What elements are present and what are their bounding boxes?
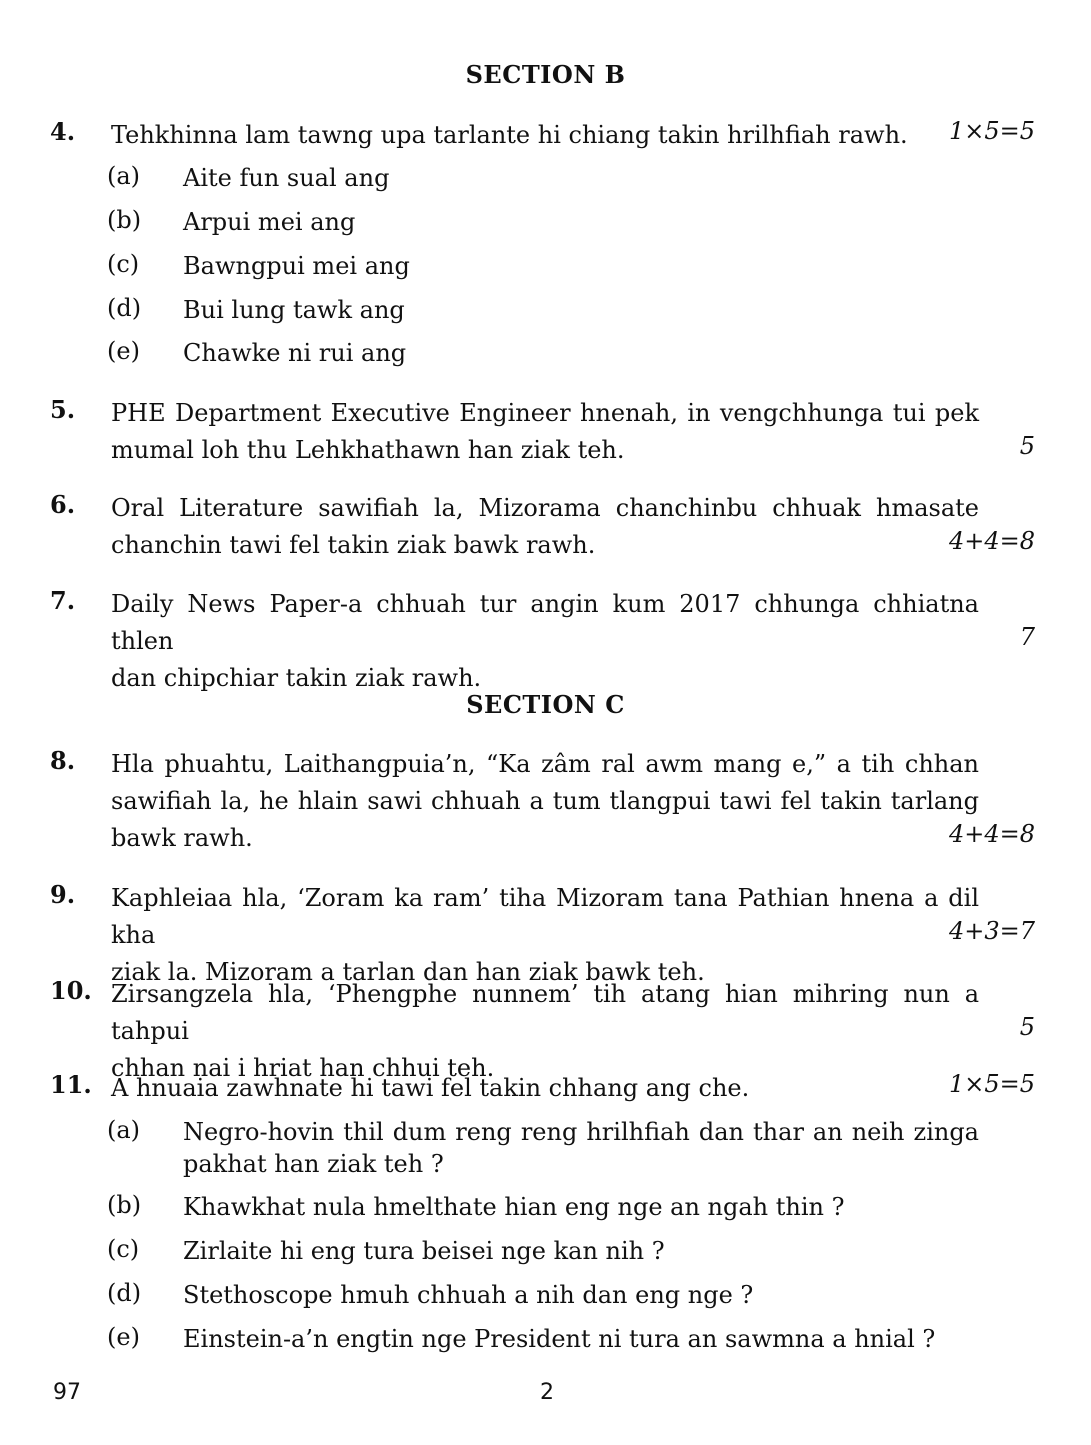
question-text: [111, 395, 979, 469]
section-b-title: SECTION B: [465, 60, 626, 89]
option-text: Stethoscope hmuh chhuah a nih dan eng nge ?: [183, 1281, 754, 1309]
question-text: Tehkhinna lam tawng upa tarlante hi chiang takin hrilhfiah rawh.: [111, 121, 908, 149]
option-text: Khawkhat nula hmelthate hian eng nge an ngah thin ?: [183, 1193, 845, 1221]
section-c-title: SECTION C: [466, 690, 625, 719]
question-line: chhan nai i hriat han chhui teh.: [111, 1054, 495, 1082]
option-text: Einstein-a’n engtin nge President ni tura an sawmna a hnial ?: [183, 1325, 936, 1353]
marks: 7: [1019, 623, 1035, 651]
page-number: 2: [540, 1380, 554, 1405]
question-line: ziak la. Mizoram a tarlan dan han ziak bawk teh.: [111, 958, 705, 986]
question-line: dan chipchiar takin ziak rawh.: [111, 664, 482, 692]
question-number: 9.: [50, 880, 76, 909]
option-line: pakhat han ziak teh ?: [183, 1150, 444, 1178]
question-line: bawk rawh.: [111, 824, 253, 852]
option-label: (e): [107, 1323, 140, 1351]
question-text: [111, 586, 979, 697]
option-text: Chawke ni rui ang: [183, 339, 407, 367]
question-number: 8.: [50, 746, 76, 775]
question-text: [111, 880, 979, 991]
option-text: Bui lung tawk ang: [183, 296, 405, 324]
question-line: Kaphleiaa hla, ‘Zoram ka ram’ tiha Mizoram tana Pathian hnena a dil kha: [111, 884, 979, 949]
option-label: (e): [107, 337, 140, 365]
question-line: Zirsangzela hla, ‘Phengphe nunnem’ tih atang hian mihring nun a tahpui: [111, 980, 979, 1045]
question-number: 11.: [50, 1070, 92, 1099]
option-label: (b): [107, 1191, 142, 1219]
question-text: A hnuaia zawhnate hi tawi fel takin chhang ang che.: [111, 1074, 750, 1102]
marks: 5: [1019, 432, 1035, 460]
question-line: PHE Department Executive Engineer hnenah, in vengchhunga tui pek: [111, 399, 979, 427]
option-label: (c): [107, 1235, 140, 1263]
question-number: 6.: [50, 490, 76, 519]
paper-code: 97: [53, 1380, 81, 1405]
marks: 4+4=8: [948, 527, 1035, 555]
question-line: Daily News Paper-a chhuah tur angin kum 2017 chhunga chhiatna thlen: [111, 590, 979, 655]
question-number: 10.: [50, 976, 92, 1005]
marks: 1×5=5: [948, 117, 1035, 145]
question-line: Oral Literature sawifiah la, Mizorama chanchinbu chhuak hmasate: [111, 494, 979, 522]
option-text: Aite fun sual ang: [183, 164, 390, 192]
option-line: Negro-hovin thil dum reng reng hrilhfiah dan thar an neih zinga: [183, 1118, 979, 1146]
marks: 4+4=8: [948, 820, 1035, 848]
option-text: Bawngpui mei ang: [183, 252, 410, 280]
question-line: Hla phuahtu, Laithangpuia’n, “Ka zâm ral awm mang e,” a tih chhan: [111, 750, 979, 778]
marks: 4+3=7: [948, 917, 1035, 945]
option-text: Arpui mei ang: [183, 208, 356, 236]
option-label: (d): [107, 1279, 142, 1307]
option-text: [183, 1116, 979, 1180]
option-text: Zirlaite hi eng tura beisei nge kan nih ?: [183, 1237, 665, 1265]
option-label: (c): [107, 250, 140, 278]
marks: 1×5=5: [948, 1070, 1035, 1098]
question-line: mumal loh thu Lehkhathawn han ziak teh.: [111, 436, 625, 464]
marks: 5: [1019, 1013, 1035, 1041]
option-label: (b): [107, 206, 142, 234]
question-number: 4.: [50, 117, 76, 146]
question-text: [111, 746, 979, 857]
question-number: 5.: [50, 395, 76, 424]
question-line: chanchin tawi fel takin ziak bawk rawh.: [111, 531, 596, 559]
question-line: sawifiah la, he hlain sawi chhuah a tum tlangpui tawi fel takin tarlang: [111, 787, 979, 815]
option-label: (d): [107, 294, 142, 322]
question-number: 7.: [50, 586, 76, 615]
option-label: (a): [107, 1116, 141, 1144]
option-label: (a): [107, 162, 141, 190]
question-text: [111, 490, 979, 564]
